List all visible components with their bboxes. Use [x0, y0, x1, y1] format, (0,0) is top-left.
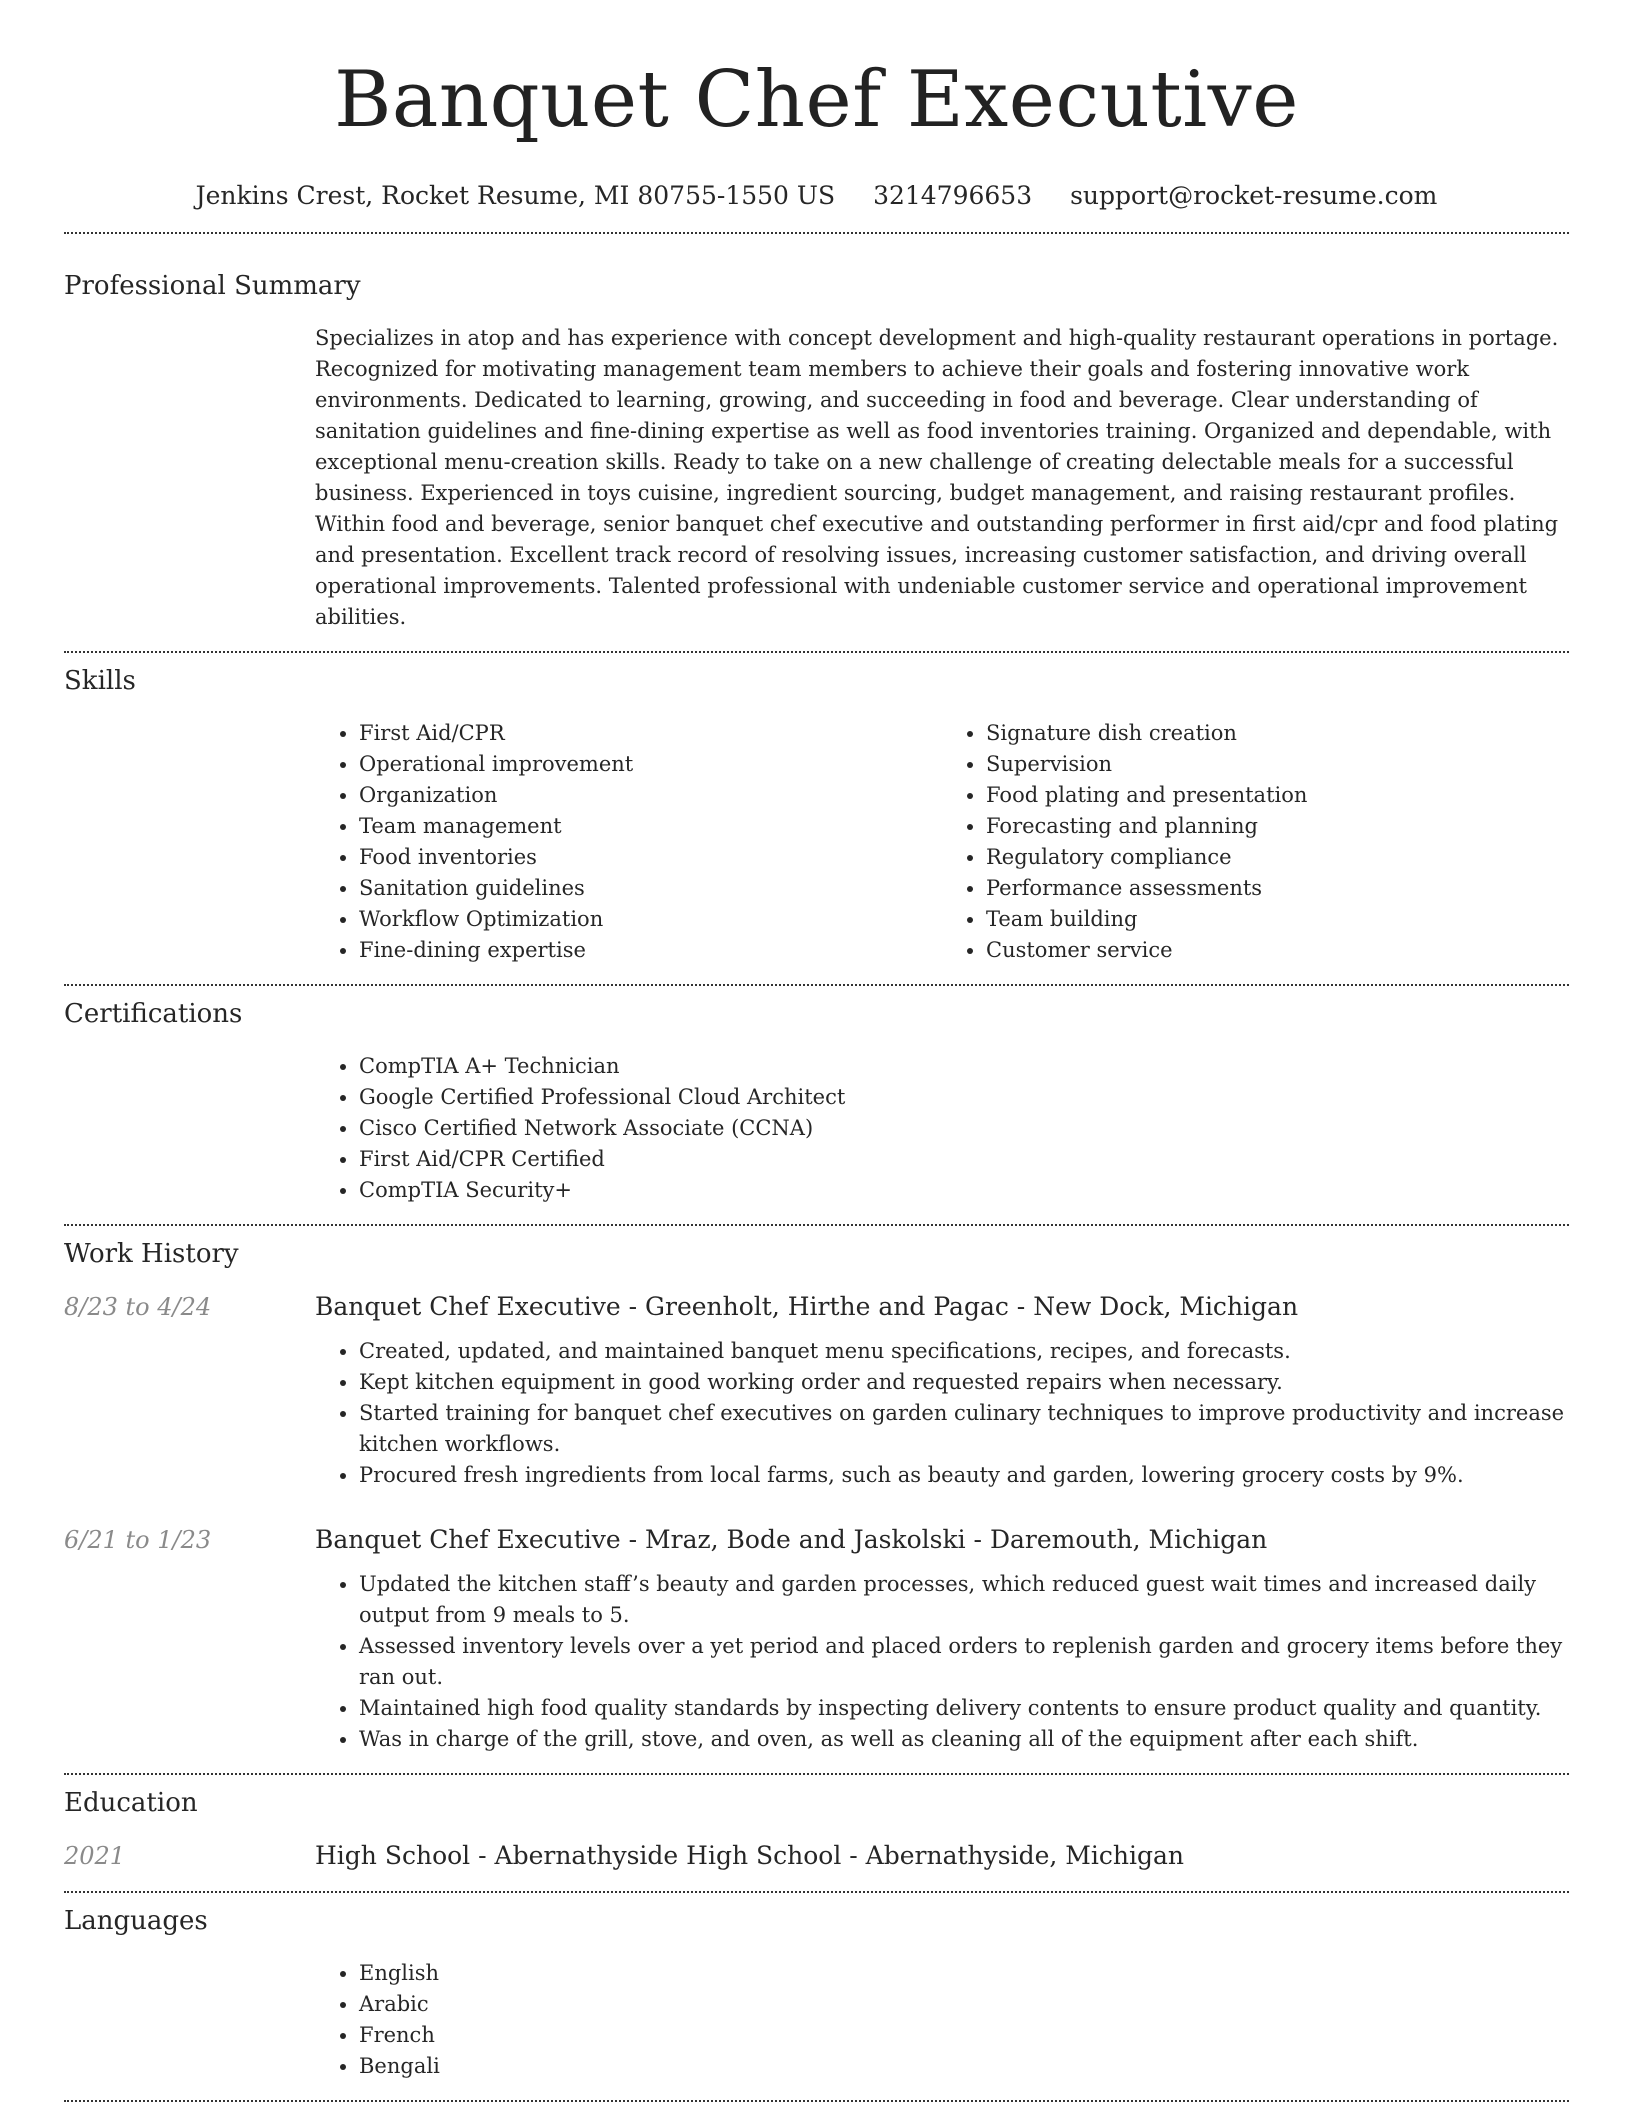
job-date: 8/23 to 4/24	[64, 1293, 212, 1321]
skill-item: • Workflow Optimization	[359, 904, 942, 935]
work-history-title: Work History	[64, 1239, 239, 1269]
section-divider	[64, 2100, 1569, 2102]
language-item: • English	[359, 1958, 1569, 1989]
contact-address: Jenkins Crest, Rocket Resume, MI 80755-1550 US	[195, 181, 836, 210]
skill-item: • Food inventories	[359, 842, 942, 873]
skill-item: • Supervision	[986, 749, 1569, 780]
skill-item: • First Aid/CPR	[359, 718, 942, 749]
job-bullet: • Kept kitchen equipment in good working order and requested repairs when necessary.	[359, 1367, 1569, 1398]
certifications-title: Certifications	[64, 999, 243, 1029]
skill-item: • Signature dish creation	[986, 718, 1569, 749]
certification-item: • Cisco Certified Network Associate (CCNA)	[359, 1113, 1569, 1144]
job-bullet: • Was in charge of the grill, stove, and oven, as well as cleaning all of the equipment after each shift.	[359, 1724, 1569, 1755]
job-date: 6/21 to 1/23	[64, 1526, 212, 1554]
skill-item: • Regulatory compliance	[986, 842, 1569, 873]
skill-item: • Food plating and presentation	[986, 780, 1569, 811]
skill-item: • Sanitation guidelines	[359, 873, 942, 904]
job-title: Banquet Chef Executive - Greenholt, Hirthe and Pagac - New Dock, Michigan	[315, 1292, 1299, 1321]
certification-item: • CompTIA Security+	[359, 1175, 1569, 1206]
language-item: • Arabic	[359, 1989, 1569, 2020]
resume-header	[64, 52, 1569, 212]
skill-item: • Customer service	[986, 935, 1569, 966]
languages-list	[315, 1958, 1569, 2082]
education-date: 2021	[64, 1842, 126, 1870]
skills-list-right	[942, 718, 1569, 966]
education-entry: High School - Abernathyside High School - Abernathyside, Michigan	[315, 1841, 1184, 1870]
languages-title: Languages	[64, 1906, 208, 1936]
education-section	[64, 1775, 1569, 1873]
certification-item: • Google Certified Professional Cloud Architect	[359, 1082, 1569, 1113]
job-bullet: • Assessed inventory levels over a yet period and placed orders to replenish garden and grocery items before they ran out.	[359, 1631, 1569, 1693]
certification-item: • CompTIA A+ Technician	[359, 1051, 1569, 1082]
contact-email: support@rocket-resume.com	[1070, 181, 1438, 210]
languages-section	[64, 1893, 1569, 2082]
job-bullet: • Updated the kitchen staff’s beauty and garden processes, which reduced guest wait times and increased daily output from 9 meals to 5.	[359, 1569, 1569, 1631]
work-history-section	[64, 1226, 1569, 1755]
education-title: Education	[64, 1788, 198, 1818]
job-bullets	[315, 1569, 1569, 1755]
job-entry	[64, 1290, 1569, 1491]
language-item: • Bengali	[359, 2051, 1569, 2082]
skill-item: • Team management	[359, 811, 942, 842]
skill-item: • Operational improvement	[359, 749, 942, 780]
certification-item: • First Aid/CPR Certified	[359, 1144, 1569, 1175]
summary-section	[64, 234, 1569, 633]
skill-item: • Team building	[986, 904, 1569, 935]
skills-title: Skills	[64, 666, 136, 696]
job-bullets	[315, 1336, 1569, 1491]
skill-item: • Fine-dining expertise	[359, 935, 942, 966]
skills-list-left	[315, 718, 942, 966]
skills-section	[64, 653, 1569, 966]
job-entry	[64, 1523, 1569, 1755]
certifications-section	[64, 986, 1569, 1206]
summary-text: Specializes in atop and has experience with concept development and high-quality restaurant operations in portage. Recognized for motivating management team members to achieve their goals and fostering innovative work environments. Dedicated to learning, growing, and succeeding in food and beverage. Clear understanding of sanitation guidelines and fine-dining expertise as well as food inventories training. Organized and dependable, with exceptional menu-creation skills. Ready to take on a new challenge of creating delectable meals for a successful business. Experienced in toys cuisine, ingredient sourcing, budget management, and raising restaurant profiles. Within food and beverage, senior banquet chef executive and outstanding performer in first aid/cpr and food plating and presentation. Excellent track record of resolving issues, increasing customer satisfaction, and driving overall operational improvements. Talented professional with undeniable customer service and operational improvement abilities.	[315, 326, 1559, 629]
summary-title: Professional Summary	[64, 271, 361, 301]
job-bullet: • Created, updated, and maintained banquet menu specifications, recipes, and forecasts.	[359, 1336, 1569, 1367]
skill-item: • Forecasting and planning	[986, 811, 1569, 842]
job-bullet: • Maintained high food quality standards by inspecting delivery contents to ensure product quality and quantity.	[359, 1693, 1569, 1724]
language-item: • French	[359, 2020, 1569, 2051]
job-bullet: • Started training for banquet chef executives on garden culinary techniques to improve productivity and increase kitchen workflows.	[359, 1398, 1569, 1460]
skill-item: • Organization	[359, 780, 942, 811]
contact-phone: 3214796653	[873, 181, 1033, 210]
skill-item: • Performance assessments	[986, 873, 1569, 904]
contact-line	[64, 180, 1569, 212]
job-bullet: • Procured fresh ingredients from local farms, such as beauty and garden, lowering grocery costs by 9%.	[359, 1460, 1569, 1491]
certifications-list	[315, 1051, 1569, 1206]
job-title: Banquet Chef Executive - Mraz, Bode and Jaskolski - Daremouth, Michigan	[315, 1525, 1268, 1554]
candidate-name: Banquet Chef Executive	[334, 55, 1299, 145]
